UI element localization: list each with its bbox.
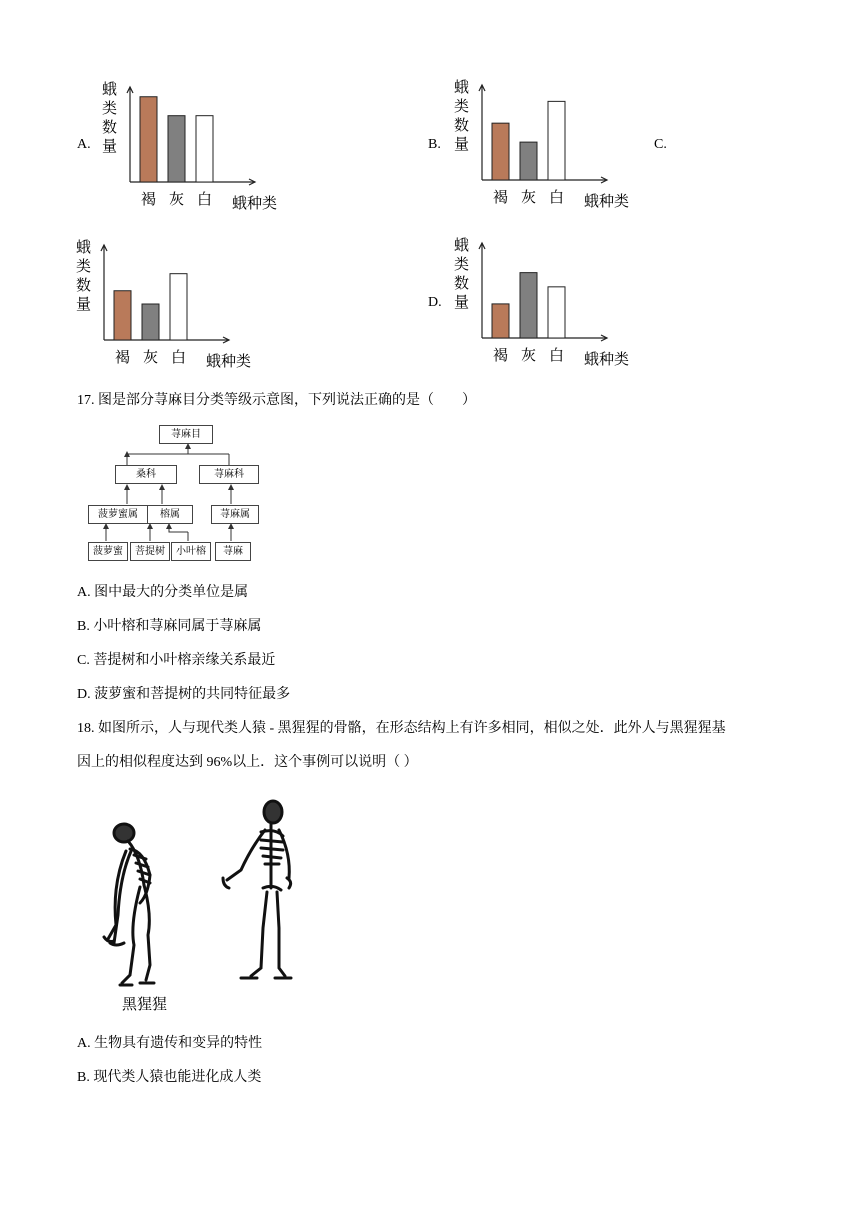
tree-node-genus-urtica: 荨麻属 bbox=[211, 505, 259, 524]
y-axis-label-char: 类 bbox=[454, 255, 470, 273]
option-a-letter: A. bbox=[77, 137, 91, 152]
bar-褐 bbox=[492, 123, 509, 180]
y-axis-label-char: 蛾 bbox=[102, 80, 118, 98]
bar-褐 bbox=[492, 304, 509, 338]
x-tick-label: 褐 bbox=[115, 348, 131, 366]
bar-褐 bbox=[114, 291, 131, 340]
chart-b bbox=[452, 78, 642, 215]
x-tick-label: 灰 bbox=[521, 188, 537, 206]
tree-node-genus-artocarpus: 菠萝蜜属 bbox=[88, 505, 148, 524]
x-tick-label: 白 bbox=[197, 190, 213, 208]
chart-a bbox=[100, 80, 290, 215]
question-18-line-2: 因上的相似程度达到 96%以上．这个事例可以说明（ ） bbox=[77, 755, 418, 770]
question-18-line-1: 18. 如图所示，人与现代类人猿 - 黑猩猩的骨骼，在形态结构上有许多相同，相似之处．此外人与黑猩猩基 bbox=[77, 721, 726, 736]
q17-option-c: C. 菩提树和小叶榕亲缘关系最近 bbox=[77, 653, 276, 668]
q17-option-a: A. 图中最大的分类单位是属 bbox=[77, 585, 249, 600]
x-tick-label: 灰 bbox=[169, 190, 185, 208]
chart-c bbox=[74, 238, 264, 375]
y-axis-label-char: 量 bbox=[102, 137, 118, 155]
tree-node-species-small-fig: 小叶榕 bbox=[171, 542, 211, 561]
q17-option-b: B. 小叶榕和荨麻同属于荨麻属 bbox=[77, 619, 262, 634]
option-b-letter: B. bbox=[428, 137, 441, 152]
bar-灰 bbox=[168, 116, 185, 182]
y-axis-label-char: 类 bbox=[102, 99, 118, 117]
y-axis-label-char: 量 bbox=[454, 135, 470, 153]
x-axis-label: 蛾种类 bbox=[584, 192, 630, 210]
y-axis-label-char: 数 bbox=[454, 274, 470, 292]
x-axis-label: 蛾种类 bbox=[232, 194, 278, 212]
x-tick-label: 褐 bbox=[141, 190, 157, 208]
chart-d bbox=[452, 236, 642, 373]
y-axis-label-char: 数 bbox=[102, 118, 118, 136]
bar-白 bbox=[548, 101, 565, 180]
tree-node-species-nettle: 荨麻 bbox=[215, 542, 251, 561]
y-axis-label-char: 数 bbox=[454, 116, 470, 134]
bar-褐 bbox=[140, 97, 157, 182]
y-axis-label-char: 类 bbox=[454, 97, 470, 115]
tree-node-genus-ficus: 榕属 bbox=[147, 505, 193, 524]
tree-node-family-moraceae: 桑科 bbox=[115, 465, 177, 484]
classification-tree bbox=[85, 420, 285, 565]
chimpanzee-skeleton-image bbox=[100, 815, 180, 995]
option-d-letter: D. bbox=[428, 295, 442, 310]
tree-node-species-jackfruit: 菠萝蜜 bbox=[88, 542, 128, 561]
bar-白 bbox=[196, 116, 213, 182]
bar-灰 bbox=[520, 273, 537, 338]
tree-node-family-urticaceae: 荨麻科 bbox=[199, 465, 259, 484]
bar-白 bbox=[170, 274, 187, 340]
x-tick-label: 褐 bbox=[493, 346, 509, 364]
y-axis-label-char: 蛾 bbox=[454, 78, 470, 96]
human-skeleton-image bbox=[215, 798, 305, 983]
bar-灰 bbox=[142, 304, 159, 340]
x-tick-label: 白 bbox=[549, 188, 565, 206]
x-axis-label: 蛾种类 bbox=[206, 352, 252, 370]
x-tick-label: 灰 bbox=[521, 346, 537, 364]
bar-白 bbox=[548, 287, 565, 338]
x-tick-label: 白 bbox=[549, 346, 565, 364]
option-c-letter: C. bbox=[654, 137, 667, 152]
q17-option-d: D. 菠萝蜜和菩提树的共同特征最多 bbox=[77, 687, 291, 702]
q18-option-a: A. 生物具有遗传和变异的特性 bbox=[77, 1036, 263, 1051]
x-tick-label: 灰 bbox=[143, 348, 159, 366]
y-axis-label-char: 量 bbox=[76, 295, 92, 313]
y-axis-label-char: 量 bbox=[454, 293, 470, 311]
y-axis-label-char: 数 bbox=[76, 276, 92, 294]
x-axis-label: 蛾种类 bbox=[584, 350, 630, 368]
y-axis-label-char: 类 bbox=[76, 257, 92, 275]
chimpanzee-caption: 黑猩猩 bbox=[122, 995, 168, 1013]
tree-node-species-bodhi: 菩提树 bbox=[130, 542, 170, 561]
y-axis-label-char: 蛾 bbox=[454, 236, 470, 254]
y-axis-label-char: 蛾 bbox=[76, 238, 92, 256]
tree-node-order: 荨麻目 bbox=[159, 425, 213, 444]
bar-灰 bbox=[520, 142, 537, 180]
question-17-text: 17. 图是部分荨麻目分类等级示意图，下列说法正确的是（ ） bbox=[77, 393, 476, 408]
x-tick-label: 褐 bbox=[493, 188, 509, 206]
q18-option-b: B. 现代类人猿也能进化成人类 bbox=[77, 1070, 262, 1085]
x-tick-label: 白 bbox=[171, 348, 187, 366]
